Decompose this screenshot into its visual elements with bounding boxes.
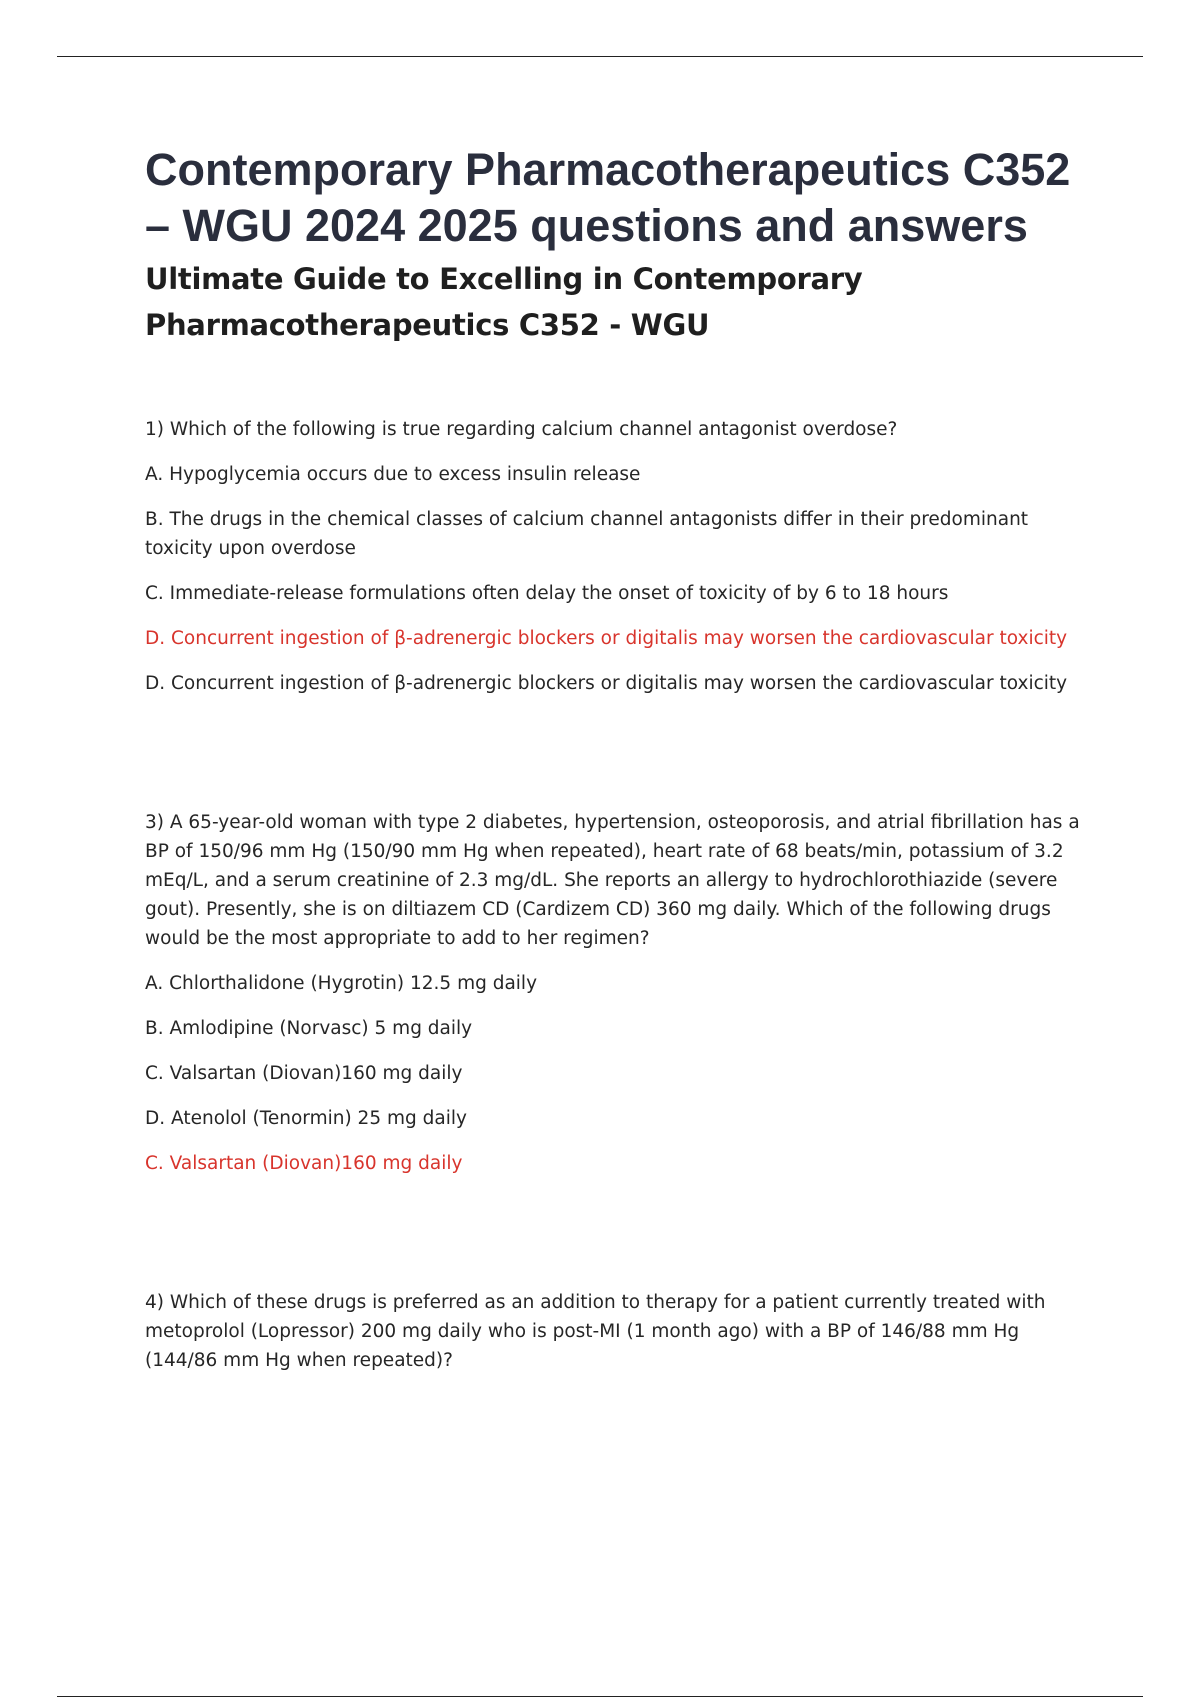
- document-subtitle: Ultimate Guide to Excelling in Contemporary Pharmacotherapeutics C352 - WGU: [145, 262, 863, 342]
- option-c: C. Immediate-release formulations often delay the onset of toxicity of by 6 to 18 hours: [145, 583, 949, 604]
- question-block: [145, 1288, 1090, 1375]
- document-title: Contemporary Pharmacotherapeutics C352 – WGU 2024 2025 questions and answers: [145, 144, 1071, 251]
- document-body: [145, 142, 1090, 1375]
- bottom-divider: [57, 1696, 1143, 1697]
- top-divider: [57, 56, 1143, 57]
- option-c: C. Valsartan (Diovan)160 mg daily: [145, 1063, 463, 1084]
- question-block: [145, 415, 1090, 698]
- question-block: [145, 808, 1090, 1178]
- option-a: A. Hypoglycemia occurs due to excess insulin release: [145, 464, 641, 485]
- option-d: D. Concurrent ingestion of β-adrenergic blockers or digitalis may worsen the cardiovascular toxicity: [145, 673, 1068, 694]
- correct-answer: D. Concurrent ingestion of β-adrenergic blockers or digitalis may worsen the cardiovascular toxicity: [145, 628, 1068, 649]
- correct-answer: C. Valsartan (Diovan)160 mg daily: [145, 1153, 463, 1174]
- question-text: 4) Which of these drugs is preferred as an addition to therapy for a patient currently treated with metoprolol (Lopressor) 200 mg daily who is post-MI (1 month ago) with a BP of 146/88 mm Hg (144/86 mm Hg when repeated)?: [145, 1292, 1046, 1371]
- option-a: A. Chlorthalidone (Hygrotin) 12.5 mg daily: [145, 973, 538, 994]
- question-text: 3) A 65-year-old woman with type 2 diabetes, hypertension, osteoporosis, and atrial fibrillation has a BP of 150/96 mm Hg (150/90 mm Hg when repeated), heart rate of 68 beats/min, potassium of 3.2 mEq/L, and a serum creatinine of 2.3 mg/dL. She reports an allergy to hydrochlorothiazide (severe gout). Presently, she is on diltiazem CD (Cardizem CD) 360 mg daily. Which of the following drugs would be the most appropriate to add to her regimen?: [145, 812, 1080, 949]
- option-b: B. The drugs in the chemical classes of calcium channel antagonists differ in their predominant toxicity upon overdose: [145, 509, 1029, 559]
- question-text: 1) Which of the following is true regarding calcium channel antagonist overdose?: [145, 419, 898, 440]
- option-d: D. Atenolol (Tenormin) 25 mg daily: [145, 1108, 467, 1129]
- option-b: B. Amlodipine (Norvasc) 5 mg daily: [145, 1018, 473, 1039]
